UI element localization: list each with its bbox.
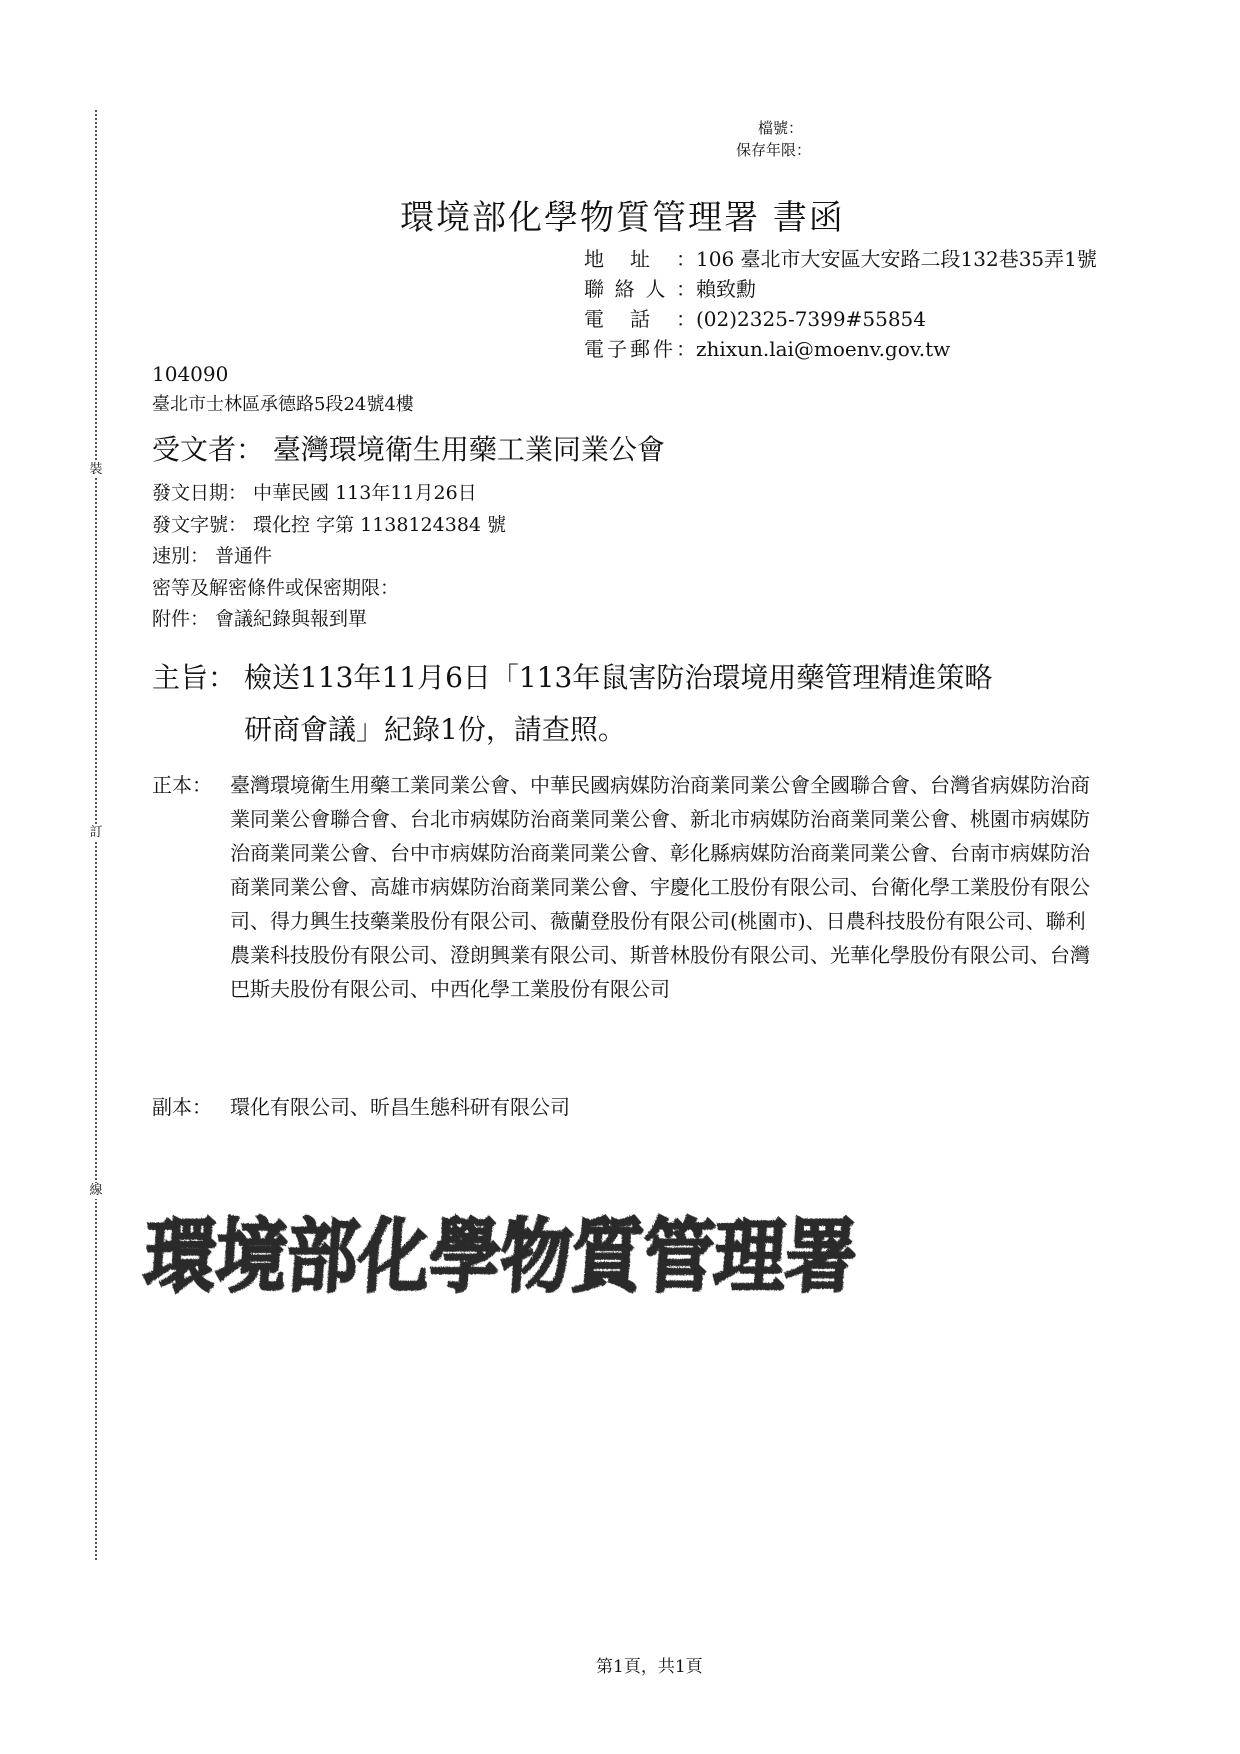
email-label: 電子郵件：	[584, 337, 696, 361]
document-title: 環境部化學物質管理署 書函	[400, 198, 845, 238]
attachment: 附件： 會議紀錄與報到單	[152, 608, 368, 630]
subject-block	[152, 652, 1092, 756]
official-seal-graphic	[141, 1180, 948, 1310]
email-value: zhixun.lai@moenv.gov.tw	[696, 337, 951, 361]
contact-address-row	[584, 244, 1097, 274]
copy-recipients-label: 副本：	[152, 1095, 212, 1119]
phone-value: (02)2325-7399#55854	[696, 307, 926, 331]
address-value: 106 臺北市大安區大安路二段132巷35弄1號	[696, 247, 1097, 271]
svg-text:環境部化學物質管理署: 環境部化學物質管理署	[141, 1209, 948, 1303]
binding-char-zhuang: 裝	[89, 462, 103, 477]
address-label: 地址：	[584, 247, 696, 271]
phone-label: 電話：	[584, 307, 696, 331]
page-number: 第1頁，共1頁	[596, 1657, 703, 1677]
main-recipients-label: 正本：	[152, 773, 212, 797]
binding-char-xian: 線	[89, 1183, 103, 1198]
recipient-postal-code: 104090	[152, 362, 229, 386]
official-seal	[141, 1180, 948, 1310]
person-value: 賴致勳	[696, 277, 756, 301]
confidentiality: 密等及解密條件或保密期限：	[152, 577, 400, 599]
doc-number: 發文字號： 環化控 字第 1138124384 號	[152, 514, 507, 536]
speed-category: 速別： 普通件	[152, 545, 273, 567]
subject-label: 主旨：	[152, 661, 237, 694]
person-label: 聯絡人：	[584, 277, 696, 301]
recipient: 受文者： 臺灣環境衛生用藥工業同業公會	[152, 433, 665, 466]
main-recipients-text: 臺灣環境衛生用藥工業同業公會、中華民國病媒防治商業同業公會全國聯合會、台灣省病媒防治商業同業公會聯合會、台北市病媒防治商業同業公會、新北市病媒防治商業同業公會、桃園市病媒防治商業同業公會、台中市病媒防治商業同業公會、彰化縣病媒防治商業同業公會、台南市病媒防治商業同業公會、高雄市病媒防治商業同業公會、宇慶化工股份有限公司、台衛化學工業股份有限公司、得力興生技藥業股份有限公司、薇蘭登股份有限公司(桃園市)、日農科技股份有限公司、聯利農業科技股份有限公司、澄朗興業有限公司、斯普林股份有限公司、光華化學股份有限公司、台灣巴斯夫股份有限公司、中西化學工業股份有限公司	[230, 773, 1090, 1001]
main-recipients-block	[152, 768, 1092, 1006]
contact-person-row	[584, 274, 756, 304]
send-date: 發文日期： 中華民國 113年11月26日	[152, 482, 477, 504]
subject-text: 檢送113年11月6日「113年鼠害防治環境用藥管理精進策略研商會議」紀錄1份，請查照。	[244, 661, 993, 746]
contact-email-row	[584, 334, 950, 364]
copy-recipients-block	[152, 1090, 1092, 1124]
file-number-label: 檔號：	[758, 119, 804, 137]
binding-char-ding: 訂	[89, 825, 103, 840]
retention-label: 保存年限：	[736, 141, 812, 159]
contact-phone-row	[584, 304, 926, 334]
recipient-address: 臺北市士林區承德路5段24號4樓	[152, 394, 414, 415]
copy-recipients-text: 環化有限公司、昕昌生態科研有限公司	[230, 1095, 570, 1119]
